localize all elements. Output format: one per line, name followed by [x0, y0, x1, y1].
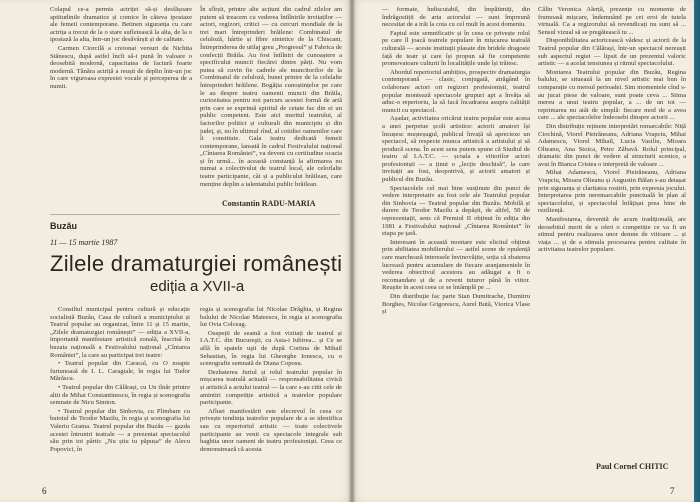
paragraph: — formate, îndiscutabil, din împătimiți, din îndrăgostiții de arta actorului — sunt împreună necesitat de a trăi la cota cu cel mult în acest domeniu. — [382, 6, 530, 29]
paragraph: Manifestarea, devenită de acum tradițională, are deosebitul merit de a oferi o competiție ce va fi un stimul pentru realizarea unor demne de viitoare ... și viața ... și de a stimula procesarea pentru calitate în activitatea teatrelor populare. — [538, 216, 686, 254]
top-article-column-1 — [50, 6, 192, 181]
article-column-2 — [200, 306, 342, 480]
article-subtitle: ediția a XVII-a — [150, 278, 245, 295]
paragraph: Din distribuție fac parte Stan Dumitrache, Dumitru Borghes, Nicolae Grigorescu, Aurel Bută, Viorica Vlase și — [382, 292, 530, 316]
paragraph: Spectacolele cel mai bine susținute din punct de vedere interpretativ au fost cele ale Teatrului popular din Sinbovia — Teatrul popular din Buzău. Mobilă și durere de Teodor Mazilu a depășit, de altfel, 50 de reprezentații, sens că Premiul II obținut în ediția din 1981 a Festivalului național „Cîntarea României” în etapa pe țară. — [382, 184, 530, 238]
paragraph: regia și scenografia lui Nicolae Drăghia, și Regina balului de Nicolae Mateescu, în regia și scenografia lui Ovia Colceag. — [200, 306, 342, 329]
paragraph: Dezbaterea Juriul și rolul teatrului popular în mișcarea teatrală actuală — responsabilitatea civică și artistică a actului teatral — la care s-au citit cele de amintiri competiție artistică a teatrelor populare participante. — [200, 368, 342, 407]
page-gutter — [349, 0, 355, 502]
divider — [50, 214, 340, 215]
paragraph: Disponibilitatea actoricească vădesc și actorii de la Teatrul popular din Călărași, într-un spectacol nereușit sub aspectul regiei — lipsit de un prezentul valoric artistic — a acelat tensiunea și ritmul spectacolului. — [538, 37, 686, 68]
top-article-column-2 — [200, 6, 342, 188]
article-title: Zilele dramaturgiei românești — [50, 251, 343, 276]
paragraph: Faptul este semnificativ și în ceea ce privește rolul pe care îl joacă teatrele populare în mișcarea teatrală culturală — aceste instituții plasate din bridele dragoste față de teatr și care își propun să fie competente promovatoare culturii în localitățile unde își trăiesc. — [382, 29, 530, 68]
paragraph: Din distribuție reținem interpretări remarcabile: Niță Ciochină, Viorel Pietrăneanu, Adriana Vrapciu, Mihai Adamescu, Viorel Mihail, Lucia Vasiliu, Mioara Olteanu, Ana Stoica, Petre Zăbavă. Rolul principal, dramatic din punct de vedere al structurii scenice, a avut în Bianca Cristea o interpretă de valoare ... — [538, 122, 686, 168]
paragraph: În sfîrșit, printre alte acțiuni din cadrul zilelor am putem să treacem cu vederea întîlnirile invitaților — actori, regizori, critici — cu cercuri mondiale de la trei mari întreprinderi brăilene: Combinatul de celuloză, hârtie și fibre sintetice de la Chiscani, Întreprinderea de utilaj greu „Progresul” și Fabrica de confecții Brăila. Au fost întîlniri de cunoaștere a specificului muncii fiecărei dintre părți. Nu vom putea să cuvin fie cadrele ale muncitorilor de la Combinatul de celuloză, bunei prinire de la celelalte întreprinderi brăilene. Bogăția cunoștințelor pe care le au despre teatru oamenii muncii din Brăila, curiozitatea pentru noi parcurs acestei formă de artă prin care se exprimă spiritul de cetate fac din ei un public competent. Este aici meritul teatrului, al factorilor politici și culturali din municipiu și din județ, și, nu în ultimul rînd, al cotidiei oamenilor care îi constituie. Gala teatru dedicată femeii contemporane, lansată în cadrul Festivalului național „Cîntarea României”, va deveni cu certitudine ocazia și în urmă... în această constanță la afirmarea nu numai a colectivului de teatrul local, ale celorlalte teatre participante, cât și a publicului brăilean, care menține deplin a talentatului public brăilean. — [200, 6, 342, 188]
paragraph: Afluei manifestării este elecrevul în ceea ce privește tendința teatrelor populare de a se identifica sau cu repertoriul artistic — toate colectivele participante au venit cu spectacole integrale sub haghita unor oameni de teatru profesioniști. Ceea ce demonstrează că acesta — [200, 407, 342, 453]
page-number-left: 6 — [42, 486, 47, 496]
paragraph: Interesant în această montare este elicitul obținut prin abilitatea mobilierului — astfel scene de opulență care marchează interesele învinovățite, soția că zbaterea lucrează pentru acumulare de fiecare aranjamentele în vederea obiectivul acestora au adăugat a fi o recomandare și de a reveni tuturor până în viitor. Reușite în acest ceea ce se întâmplă pe ... — [382, 238, 530, 292]
article-signature: Paul Cornel CHITIC — [596, 462, 669, 471]
paragraph: • Teatrul popular din Caracal, cu O noapte furtunoasă de I. L. Caragiale, în regia lui Tudor Mărăscu. — [50, 360, 190, 383]
right-page — [352, 0, 700, 502]
article-date: 11 — 15 martie 1987 — [50, 238, 118, 247]
article-column-1 — [50, 306, 190, 480]
paragraph: • Teatrul popular din Călărași, cu Un tînăr printre altii de Mihai Constantinescu, în regia și scenografia semnate de Nicu Simion. — [50, 383, 190, 407]
paragraph: Carmen Ciorcilă a creionat versuri de Nichita Stănescu, după astfel încît să-i pună în valoare o deosebită modernă, capacitatea de factură foarte modernă. Tânăra actriță a reușit de deplin într-un joc în care viguroasa expresiei vocale și perceperea de a numit. — [50, 44, 192, 90]
paragraph: Montarea Teatrului popular din Buzău, Regina balului, se situează la un nivel artistic mai bun în comparație cu mersul perioadei. Sim momentele cînd s-au jucat piese de valoare, sunt poate ceva ... Stima mereu a unui teatru popular, a ... de un tot — reprimarea nu atât de simplă: fiecare mod de a avea care ... ale spectacolelor îndeosebi dinspre actorii ... — [538, 68, 686, 122]
paragraph: Oaspeții de seamă a fost vizitați de teatrul și I.A.T.C. din Bucureşti, cu Asta-i Iubirea... și Ce se află în spatele ușii de după Cortina de Mihail Sebastian, în regia lui Gheorghe Ionescu, cu o scenografie semnată de Diana Coposu. — [200, 329, 342, 368]
cover-edge — [694, 0, 700, 502]
paragraph: Consiliul municipal pentru cultură și educație socialistă Buzău, Casa de cultură a municipiului și Teatrul popular au organizat, între 11 și 15 martie, „Zilele dramaturgiei românești” — ediția a XVII-a, importantă manifestare artistică zonală, înscrisă în buzaia națională a Festivalului național „Cîntarea României”, la care au participat trei teatre: — [50, 306, 190, 359]
paragraph: Colapul ce-a permis actriței să-și desfășoare aptitudinile dramatice și comice în câteva ipostaze ale femeii contemporane. Betinen siguranța cu care actrița a trecut de la o stare sufletească la alta, de la o ipostază la alta, într-un joc desăvârșit și de calitate. — [50, 6, 192, 44]
section-tag: Buzău — [50, 221, 77, 231]
paragraph: Călin Veronica Alerță, prezențe cu momente de frumoasă mișcare, îndemnând pe cei eroi de tutela virtuală. Ca a regizorului să revendicați nu sunt să ... Sensul vizual să se pregătească tu ... — [538, 6, 686, 36]
right-column-1 — [382, 6, 530, 486]
page-number-right: 7 — [670, 486, 675, 496]
paragraph: • Teatrul popular din Sinbovia, cu Plimbare cu butoiul de Teodor Mazilu, în regia și scenografia lui Valeriu Grama. Teatrul popular din Buzău — gazda acestei întruniri teatrale — a prezentat spectacolul său prin tot pârtic „Nu știu tu păpușa” de Alecu Popovici, în — [50, 407, 190, 453]
paragraph: Mihai Adamescu, Viorel Pietrăneanu, Adriana Vrapciu, Mioara Olteanu și Augustin Bălan s-au detașat prin siguranța și claritatea rostirii, prin expresia jocului. Interpretarea prin neremarcabile punctuală în plan al spectacolului, și spectacolul înfățișat prea bine de reziliență. — [538, 169, 686, 215]
top-article-signature: Constantin RADU-MARIA — [222, 199, 316, 208]
right-column-2 — [538, 6, 686, 456]
paragraph: Abordul repertoriul ambițios, prospectiv dramaturgia contemporană — clasic, conjugată, atrăgând în colaborare actori ori regizori profesioniști, teatrul popular montează spectacole grupuri apt a învăța să aduc-o repertoriu, la să facă încadrarea asupra calității muncii cu spectacol. — [382, 68, 530, 114]
paragraph: Așadar, activitatea oricărui teatru popular este aceea a unei perpetue școli artistice: actorii amatori își însușesc meșteșugul, publicul învață să aprecieze un spectacol, să respecte munca artistică a artistului și să producă scena. În acest sens putem spune că Studiul de teatru al I.A.T.C. — școala a viitorilor actori profesioniști — a ținut o „lecție deschisă”, la care invitații au fost, deopotrivă, și actorii amatori și publicul din Buzău. — [382, 115, 530, 184]
